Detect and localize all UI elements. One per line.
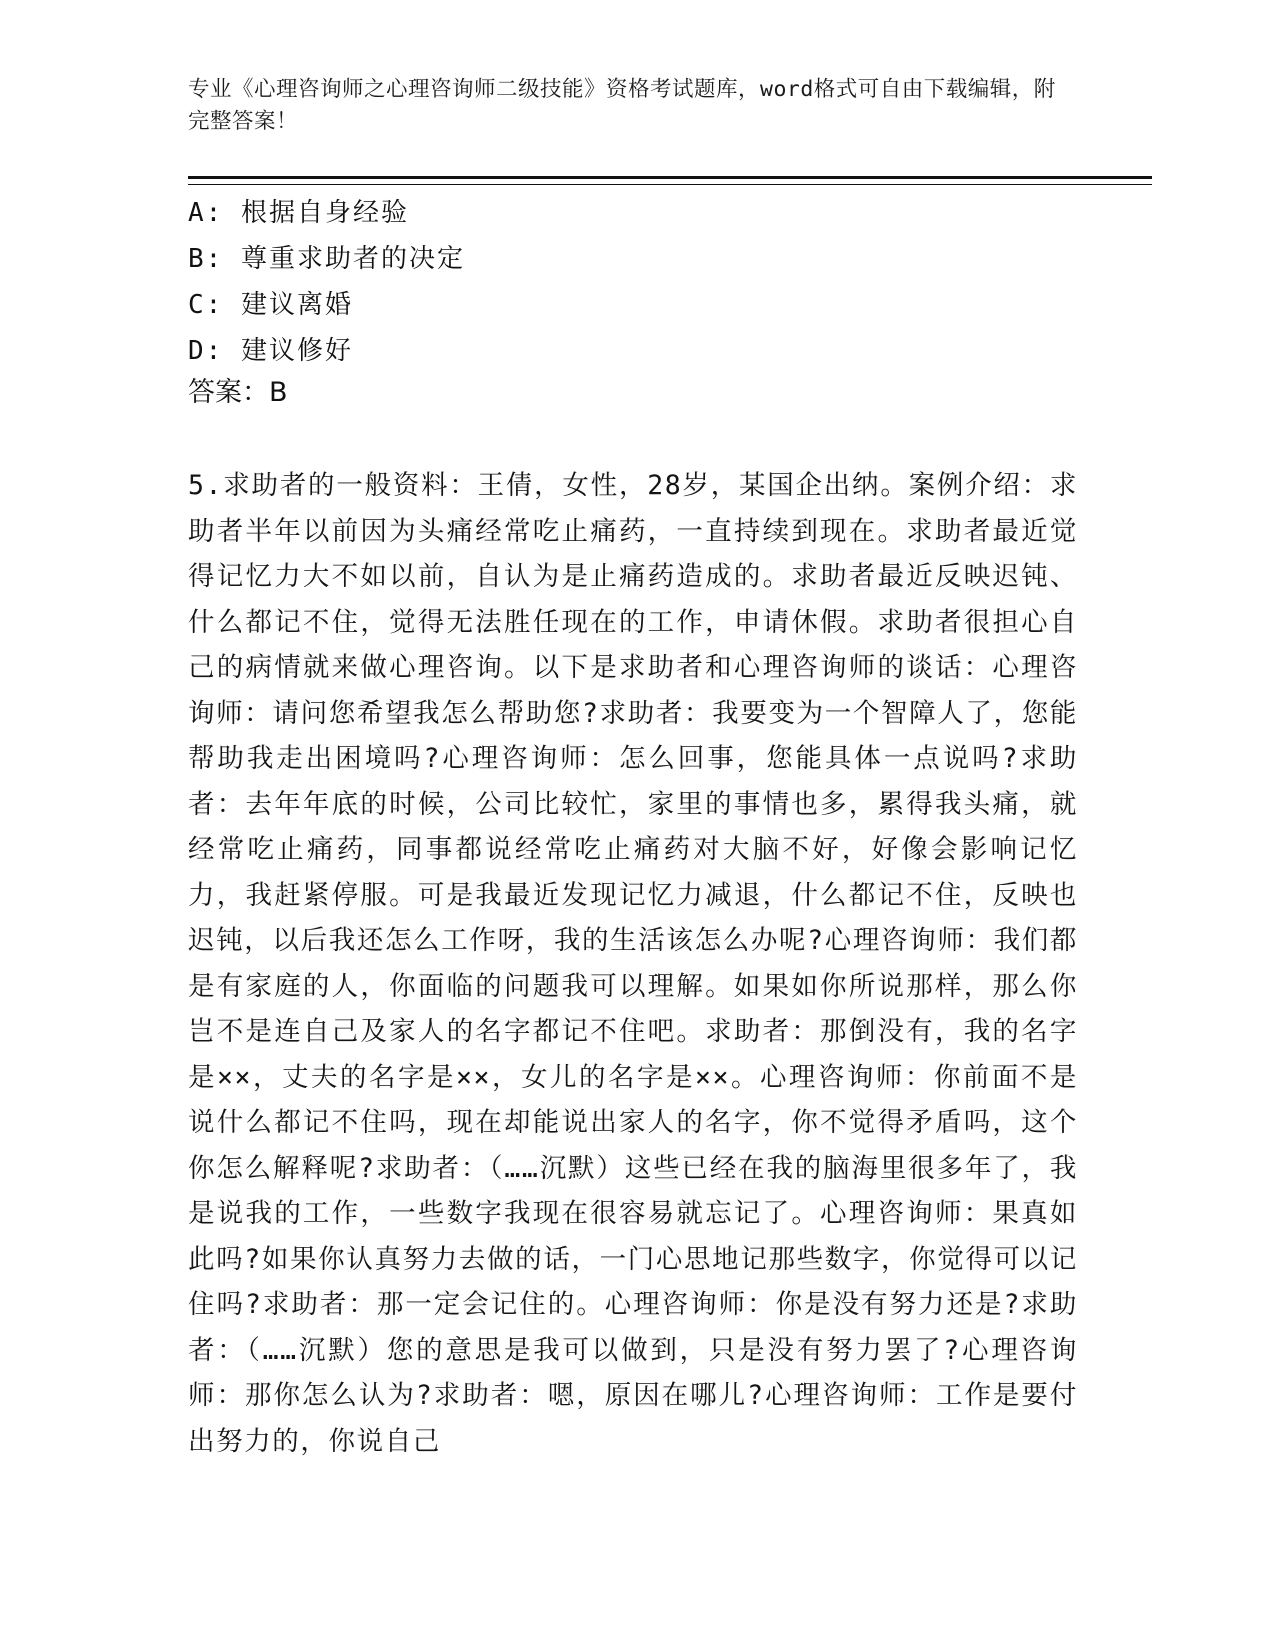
option-text: 根据自身经验 xyxy=(240,198,409,228)
option-b xyxy=(188,236,1088,282)
page-header: 专业《心理咨询师之心理咨询师二级技能》资格考试题库，word格式可自由下载编辑，附完整答案！ xyxy=(188,77,1056,134)
option-text: 建议修好 xyxy=(240,336,353,366)
option-label: C: xyxy=(188,290,224,320)
option-d xyxy=(188,328,1088,374)
option-label: D: xyxy=(188,336,224,366)
option-label: B: xyxy=(188,244,224,274)
answer-label: 答案： xyxy=(188,377,269,408)
option-list xyxy=(188,190,1088,374)
option-text: 建议离婚 xyxy=(240,290,353,320)
option-text: 尊重求助者的决定 xyxy=(240,244,465,274)
option-c xyxy=(188,282,1088,328)
option-a xyxy=(188,190,1088,236)
answer-line xyxy=(188,370,288,416)
option-label: A: xyxy=(188,198,224,228)
header-divider-thin xyxy=(188,184,1152,185)
header-divider-thick xyxy=(188,176,1152,179)
question-5-text: 5.求助者的一般资料：王倩，女性，28岁，某国企出纳。案例介绍：求助者半年以前因为头痛经常吃止痛药，一直持续到现在。求助者最近觉得记忆力大不如以前，自认为是止痛药造成的。求助者最近反映迟钝、什么都记不住，觉得无法胜任现在的工作，申请休假。求助者很担心自己的病情就来做心理咨询。以下是求助者和心理咨询师的谈话：心理咨询师：请问您希望我怎么帮助您?求助者：我要变为一个智障人了，您能帮助我走出困境吗?心理咨询师：怎么回事，您能具体一点说吗?求助者：去年年底的时候，公司比较忙，家里的事情也多，累得我头痛，就经常吃止痛药，同事都说经常吃止痛药对大脑不好，好像会影响记忆力，我赶紧停服。可是我最近发现记忆力减退，什么都记不住，反映也迟钝，以后我还怎么工作呀，我的生活该怎么办呢?心理咨询师：我们都是有家庭的人，你面临的问题我可以理解。如果如你所说那样，那么你岂不是连自己及家人的名字都记不住吧。求助者：那倒没有，我的名字是××，丈夫的名字是××，女儿的名字是××。心理咨询师：你前面不是说什么都记不住吗，现在却能说出家人的名字，你不觉得矛盾吗，这个你怎么解释呢?求助者：（……沉默）这些已经在我的脑海里很多年了，我是说我的工作，一些数字我现在很容易就忘记了。心理咨询师：果真如此吗?如果你认真努力去做的话，一门心思地记那些数字，你觉得可以记住吗?求助者：那一定会记住的。心理咨询师：你是没有努力还是?求助者：（……沉默）您的意思是我可以做到，只是没有努力罢了?心理咨询师：那你怎么认为?求助者：嗯，原因在哪儿?心理咨询师：工作是要付出努力的，你说自己 xyxy=(188,470,1078,1457)
answer-value: B xyxy=(269,377,288,408)
